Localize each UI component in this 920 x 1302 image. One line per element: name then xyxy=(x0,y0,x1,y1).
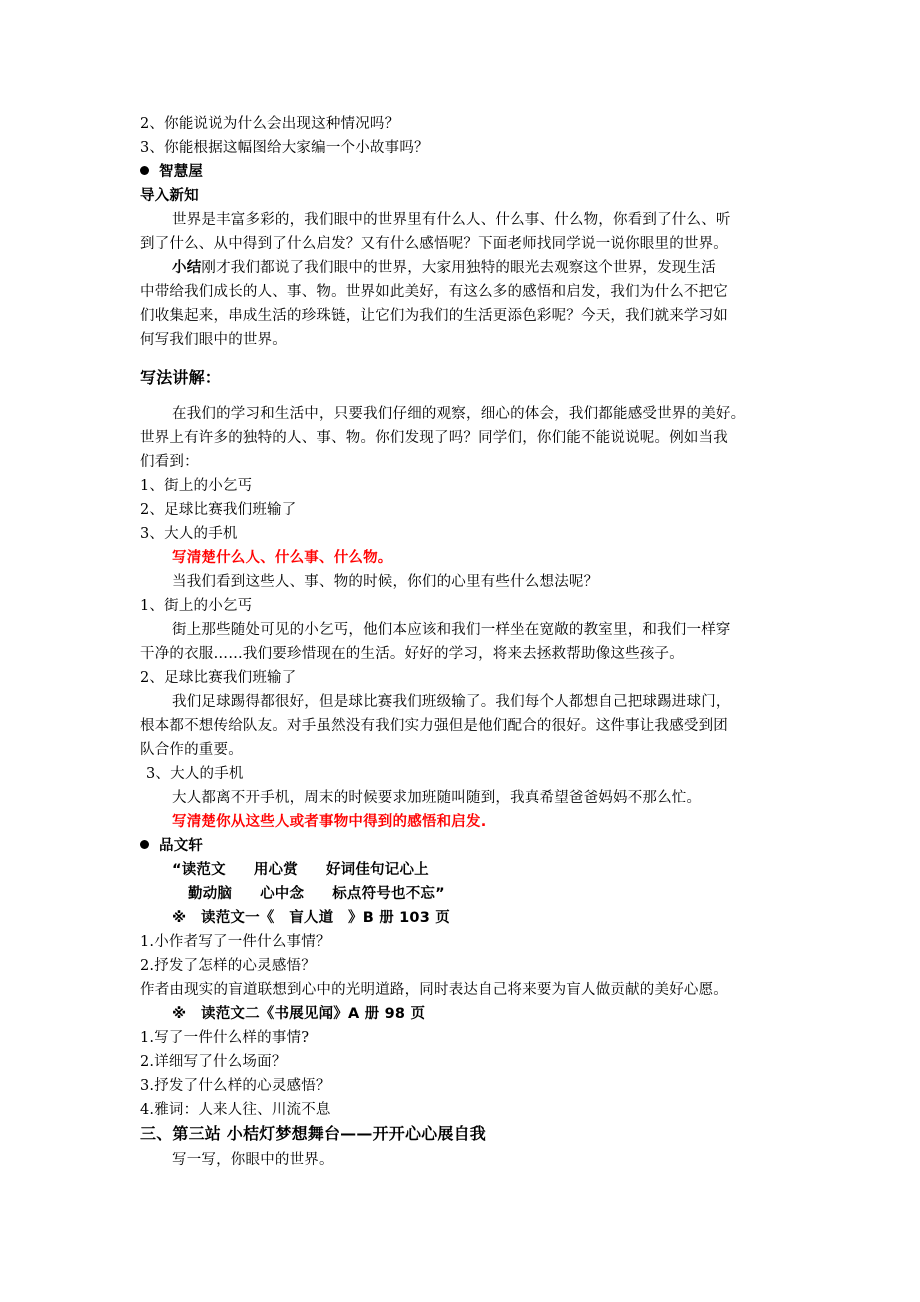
list-item: 2、足球比赛我们班输了 xyxy=(140,502,297,518)
example-line: 我们足球踢得都很好，但是球比赛我们班级输了。我们每个人都想自己把球踢进球门， xyxy=(172,694,731,710)
question-2: 2、你能说说为什么会出现这种情况吗？ xyxy=(140,116,400,132)
red-hint: 写清楚什么人、什么事、什么物。 xyxy=(172,550,393,566)
intro-paragraph-line: 到了什么、从中得到了什么启发？又有什么感悟呢？下面老师找同学说一说你眼里的世界。 xyxy=(140,236,728,252)
reading-question: 1.小作者写了一件什么事情？ xyxy=(140,934,331,950)
method-paragraph-line: 在我们的学习和生活中，只要我们仔细的观察，细心的体会，我们都能感受世界的美好。 xyxy=(172,406,746,422)
summary-line: 何写我们眼中的世界。 xyxy=(140,332,287,348)
list-item: 1、街上的小乞丐 xyxy=(140,478,253,494)
example-line: 根本都不想传给队友。对手虽然没有我们实力强但是他们配合的很好。这件事让我感受到团 xyxy=(140,718,728,734)
list-item: 2、足球比赛我们班输了 xyxy=(140,670,297,686)
example-line: 大人都离不开手机，周末的时候要求加班随叫随到，我真希望爸爸妈妈不那么忙。 xyxy=(172,790,702,806)
method-paragraph-line: 们看到： xyxy=(140,454,199,470)
example-line: 街上那些随处可见的小乞丐，他们本应该和我们一样坐在宽敞的教室里，和我们一样穿 xyxy=(172,622,731,638)
summary-label: 小结 xyxy=(172,260,202,276)
summary-line: 小结刚才我们都说了我们眼中的世界，大家用独特的眼光去观察这个世界，发现生活 xyxy=(172,260,716,276)
poem-line-2: 勤动脑 心中念 标点符号也不忘” xyxy=(188,886,445,902)
bullet-icon xyxy=(140,840,149,849)
example-line: 干净的衣服……我们要珍惜现在的生活。好好的学习，将来去拯救帮助像这些孩子。 xyxy=(140,646,684,662)
question-3: 3、你能根据这幅图给大家编一个小故事吗？ xyxy=(140,140,429,156)
reading-question: 3.抒发了什么样的心灵感悟？ xyxy=(140,1078,331,1094)
reading-question: 2.抒发了怎样的心灵感悟？ xyxy=(140,958,316,974)
reading-question: 1.写了一件什么样的事情? xyxy=(140,1030,310,1046)
method-paragraph-line: 世界上有许多的独特的人、事、物。你们发现了吗？同学们，你们能不能说说呢。例如当我 xyxy=(140,430,728,446)
reading-2-title: ※ 读范文二《书展见闻》A 册 98 页 xyxy=(172,1006,426,1022)
list-item: 3、大人的手机 xyxy=(140,526,238,542)
intro-heading: 导入新知 xyxy=(140,188,199,204)
section-wisdom: 智慧屋 xyxy=(140,162,203,182)
summary-line: 中带给我们成长的人、事、物。世界如此美好，有这么多的感悟和启发，我们为什么不把它 xyxy=(140,284,728,300)
intro-paragraph-line: 世界是丰富多彩的，我们眼中的世界里有什么人、什么事、什么物，你看到了什么、听 xyxy=(172,212,731,228)
section-reading: 品文轩 xyxy=(140,836,203,856)
example-line: 队合作的重要。 xyxy=(140,742,243,758)
reading-answer: 作者由现实的盲道联想到心中的光明道路，同时表达自己将来要为盲人做贡献的美好心愿。 xyxy=(140,982,728,998)
list-item: 3、大人的手机 xyxy=(146,766,244,782)
method-heading: 写法讲解： xyxy=(140,368,222,387)
reading-1-title: ※ 读范文一《 盲人道 》B 册 103 页 xyxy=(172,910,450,926)
reading-question: 4.雅词：人来人往、川流不息 xyxy=(140,1102,331,1118)
bullet-icon xyxy=(140,166,149,175)
writing-task: 写一写，你眼中的世界。 xyxy=(172,1152,334,1168)
summary-line: 们收集起来，串成生活的珍珠链，让它们为我们的生活更添色彩呢？今天，我们就来学习如 xyxy=(140,308,728,324)
poem-line-1: “读范文 用心赏 好词佳句记心上 xyxy=(172,862,429,878)
red-hint: 写清楚你从这些人或者事物中得到的感悟和启发. xyxy=(172,814,487,830)
method-question: 当我们看到这些人、事、物的时候，你们的心里有些什么想法呢？ xyxy=(172,574,599,590)
reading-question: 2.详细写了什么场面？ xyxy=(140,1054,287,1070)
list-item: 1、街上的小乞丐 xyxy=(140,598,253,614)
station-3-heading: 三、第三站 小桔灯梦想舞台——开开心心展自我 xyxy=(140,1124,486,1143)
